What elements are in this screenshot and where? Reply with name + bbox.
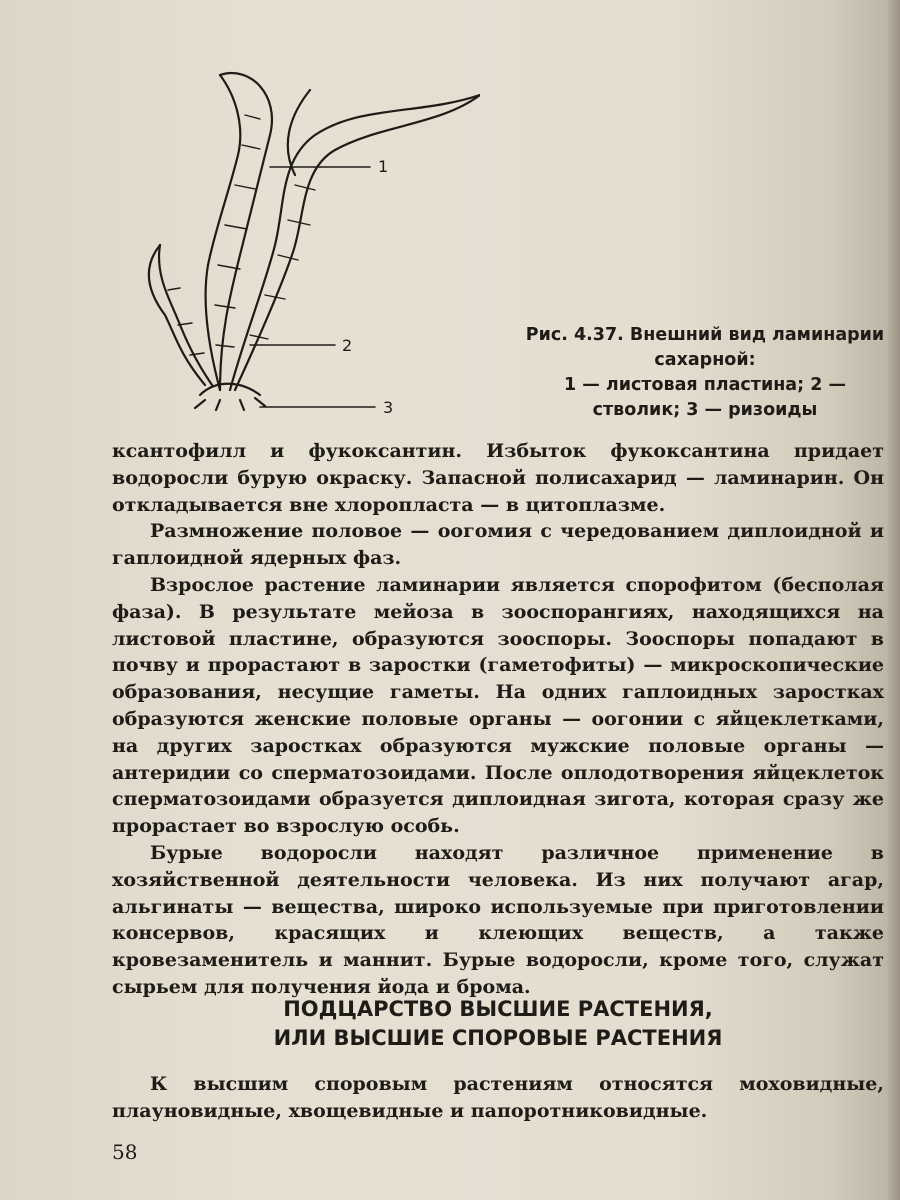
figure-label-1: 1 [378,157,389,176]
blade-left-inner [159,245,212,385]
heading-line-1: ПОДЦАРСТВО ВЫСШИЕ РАСТЕНИЯ, [283,997,713,1021]
figure-caption [520,323,890,423]
paragraph: Взрослое растение ламинарии является спорофитом (бесполая фаза). В результате мейоза в зооспорангиях, находящихся на листовой пластине, образуются зооспоры. Зооспоры попадают в почву и прорастают в заростки (гаметофиты) — микроскопические образования, несущие гаметы. На одних гаплоидных заростках образуются женские половые органы — оогонии с яйцеклетками, на других заростках образуются мужские половые органы — антеридии со сперматозоидами. После оплодотворения яйцеклеток сперматозоидами образуется диплоидная зигота, которая сразу же прорастает во взрослую особь. [112,573,884,838]
figure-label-3: 3 [383,398,394,417]
intro-text [112,1071,884,1125]
body-text [112,438,884,1001]
heading-line-2: ИЛИ ВЫСШИЕ СПОРОВЫЕ РАСТЕНИЯ [273,1026,723,1050]
figure-label-2: 2 [342,336,353,355]
blade-main-outline [220,73,272,390]
section-heading [112,995,884,1053]
paragraph: Размножение половое — оогомия с чередованием диплоидной и гаплоидной ядерных фаз. [112,520,884,570]
page-edge-shadow [886,0,900,1200]
paragraph: Бурые водоросли находят различное применение в хозяйственной деятельности человека. Из них получают агар, альгинаты — вещества, широко используемые при приготовлении консервов, красящих и клеющих веществ, а также кровезаменитель и маннит. Бурые водоросли, кроме того, служат сырьем для получения йода и брома. [112,841,884,998]
paragraph: К высшим споровым растениям относятся моховидные, плауновидные, хвощевидные и папоротниковидные. [112,1073,884,1122]
page-number: 58 [112,1140,138,1164]
blade-back [288,90,310,175]
laminaria-drawing [120,55,480,425]
laminaria-figure [120,55,480,425]
caption-title: Рис. 4.37. Внешний вид ламинарии сахарной: [525,325,885,370]
blade-hatching [168,115,315,355]
paragraph: ксантофилл и фукоксантин. Избыток фукоксантина придает водоросли бурую окраску. Запасной полисахарид — ламинарин. Он откладывается вне хлоропласта — в цитоплазме. [112,440,884,516]
caption-legend: 1 — листовая пластина; 2 — стволик; 3 — ризоиды [564,375,846,420]
